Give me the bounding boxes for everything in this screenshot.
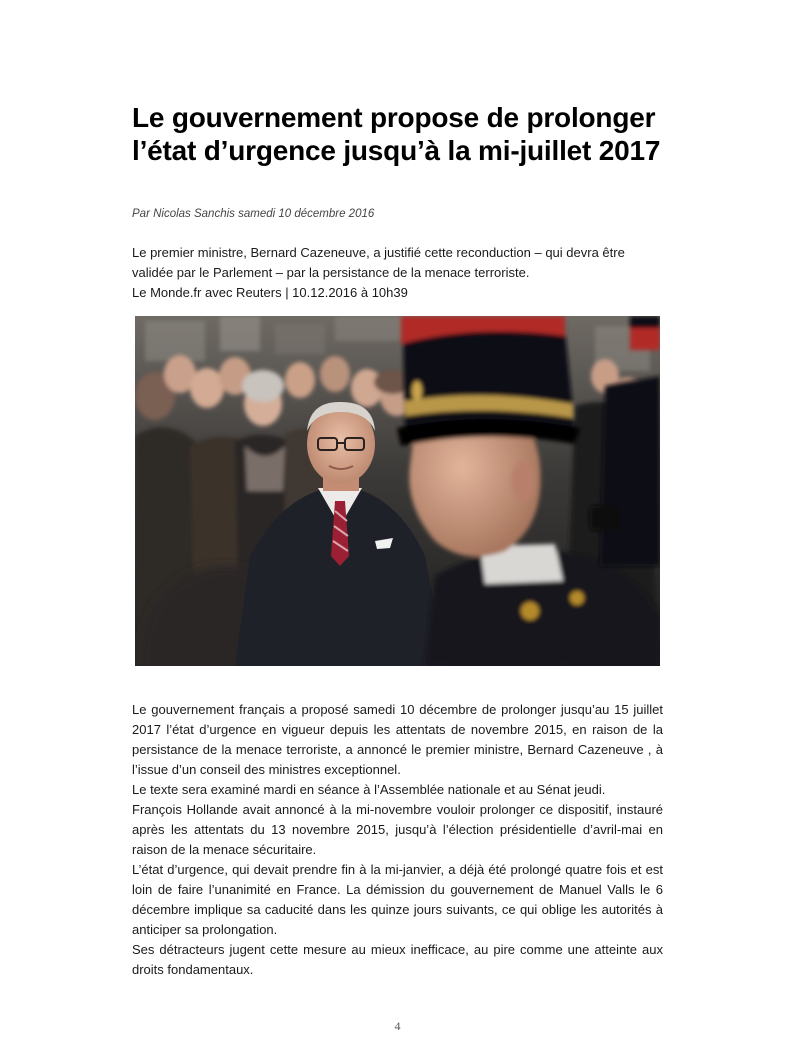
lead-summary: Le premier ministre, Bernard Cazeneuve, a justifié cette reconduction – qui devra être validée par le Parlement – par la persistance de la menace terroriste. <box>132 245 625 280</box>
body-paragraph: Le gouvernement français a proposé samedi 10 décembre de prolonger jusqu’au 15 juillet 2017 l’état d’urgence en vigueur depuis les attentats de novembre 2015, en raison de la persistance de la menace terroriste, a annoncé le premier ministre, Bernard Cazeneuve , à l’issue d’un conseil des ministres exceptionnel. <box>132 702 663 777</box>
body-paragraph: Le texte sera examiné mardi en séance à l’Assemblée nationale et au Sénat jeudi. <box>132 782 606 797</box>
article-photo <box>135 316 660 666</box>
body-paragraph: L’état d’urgence, qui devait prendre fin à la mi-janvier, a déjà été prolongé quatre fois et est loin de faire l’unanimité en France. La démission du gouvernement de Manuel Valls le 6 décembre implique sa caducité dans les quinze jours suivants, ce qui oblige les autorités à anticiper sa prolongation. <box>132 862 663 937</box>
article-byline: Par Nicolas Sanchis samedi 10 décembre 2016 <box>132 208 375 220</box>
body-paragraph: Ses détracteurs jugent cette mesure au mieux inefficace, au pire comme une atteinte aux droits fondamentaux. <box>132 942 663 977</box>
lead-source: Le Monde.fr avec Reuters | 10.12.2016 à 10h39 <box>132 285 408 300</box>
article-title: Le gouvernement propose de prolonger l’état d’urgence jusqu’à la mi-juillet 2017 <box>132 102 661 166</box>
page-number: 4 <box>394 1019 401 1033</box>
body-paragraph: François Hollande avait annoncé à la mi-novembre vouloir prolonger ce dispositif, instauré après les attentats du 13 novembre 2015, jusqu’à l’élection présidentielle d’avril-mai en raison de la menace sécuritaire. <box>132 802 663 857</box>
article-lead <box>132 243 664 303</box>
article-body <box>132 700 663 980</box>
photo-illustration <box>135 316 660 666</box>
